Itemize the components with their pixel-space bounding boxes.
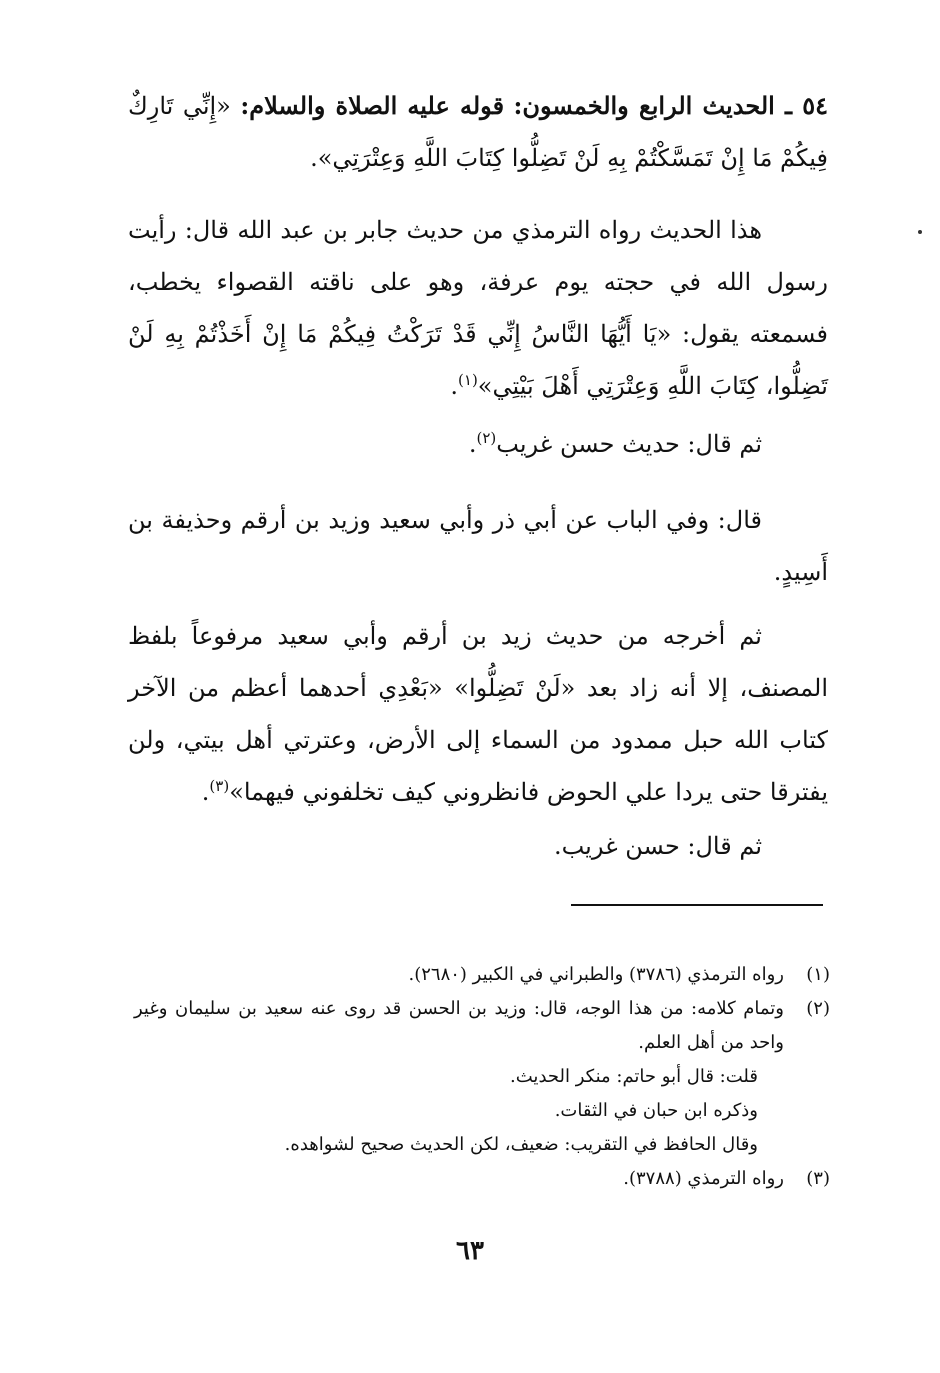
paragraph-end: . — [450, 372, 459, 400]
footnote-separator — [571, 904, 823, 906]
page-number: ٦٣ — [456, 1236, 484, 1266]
footnote-3 — [134, 1162, 830, 1196]
hadith-title: ٥٤ ـ الحديث الرابع والخمسون: — [513, 91, 828, 120]
paragraph-text: ثم قال: حسن غريب. — [553, 832, 762, 860]
footnote-number: (٢) — [806, 998, 830, 1019]
paragraph-hasan-gharib — [128, 418, 828, 470]
footnote-2-note-2: وذكره ابن حبان في الثقات. — [554, 1100, 758, 1121]
footnotes — [134, 958, 830, 1196]
footnote-text: رواه الترمذي (٣٧٨٦) والطبراني في الكبير (٢٦٨٠). — [408, 964, 784, 985]
paragraph-text: ثم أخرجه من حديث زيد بن أرقم وأبي سعيد مرفوعاً بلفظ المصنف، إلا أنه زاد بعد «لَنْ تَضِلُّوا» «بَعْدِي أحدهما أعظم من الآخر كتاب الله حبل ممدود من السماء إلى الأرض، وعترتي أهل بيتي، ولن يفترقا حتى يردا علي الحوض فانظروني كيف تخلفوني فيهما» — [128, 622, 828, 806]
paragraph-end: . — [468, 430, 477, 458]
footnote-ref: (١) — [458, 371, 478, 389]
paragraph-text: قال: وفي الباب عن أبي ذر وأبي سعيد وزيد بن أرقم وحذيفة بن أَسِيدٍ. — [128, 506, 828, 586]
footnote-number: (١) — [806, 964, 830, 985]
footnote-2 — [134, 992, 830, 1060]
paragraph-hasan-gharib-2 — [128, 820, 828, 872]
hadith-heading — [128, 80, 828, 184]
paragraph-tirmidhi-narration — [128, 204, 828, 412]
footnote-ref: (٣) — [209, 777, 230, 795]
footnote-ref: (٢) — [476, 429, 497, 447]
footnote-1 — [134, 958, 830, 992]
paragraph-bab — [128, 494, 828, 598]
paragraph-zaid-arqam — [128, 610, 828, 818]
footnote-number: (٣) — [806, 1168, 830, 1189]
paragraph-text: ثم قال: حديث حسن غريب — [496, 430, 762, 458]
hadith-intro: قوله عليه الصلاة والسلام: — [240, 91, 505, 120]
footnote-2-note-1: قلت: قال أبو حاتم: منكر الحديث. — [510, 1066, 758, 1087]
footnote-text: رواه الترمذي (٣٧٨٨). — [623, 1168, 784, 1189]
paragraph-end: . — [201, 778, 210, 806]
margin-speck — [918, 230, 922, 234]
paragraph-text: هذا الحديث رواه الترمذي من حديث جابر بن عبد الله قال: رأيت رسول الله في حجته يوم عرفة، وهو على ناقته القصواء يخطب، فسمعته يقول: «يَا أَيُّهَا النَّاسُ إِنِّي قَدْ تَرَكْتُ فِيكُمْ مَا إِنْ أَخَذْتُمْ بِهِ لَنْ تَضِلُّوا، كِتَابَ اللَّهِ وَعِتْرَتِي أَهْلَ بَيْتِي» — [128, 216, 828, 400]
footnote-text: وتمام كلامه: من هذا الوجه، قال: وزيد بن الحسن قد روى عنه سعيد بن سليمان وغير واحد من أهل العلم. — [134, 998, 784, 1053]
footnote-2-note-3: وقال الحافظ في التقريب: ضعيف، لكن الحديث صحيح لشواهده. — [284, 1134, 758, 1155]
hadith-quote: «إِنِّي تَارِكٌ فِيكُمْ مَا إِنْ تَمَسَّكْتُمْ بِهِ لَنْ تَضِلُّوا كِتَابَ اللَّهِ وَعِتْرَتِي». — [128, 92, 828, 172]
